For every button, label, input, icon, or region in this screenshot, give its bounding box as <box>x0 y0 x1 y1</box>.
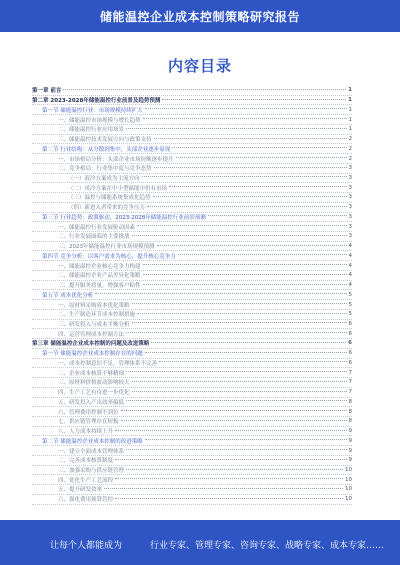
toc-leader-dots <box>151 342 346 343</box>
toc-leader-dots <box>137 225 346 226</box>
toc-entry[interactable] <box>32 154 352 164</box>
toc-entry-text: （一）液冷方案成为主流方向 <box>68 175 140 182</box>
toc-page-number: 5 <box>348 311 352 318</box>
toc-entry-text: 八、人力成本持续上升 <box>58 429 114 436</box>
toc-entry-text: 一、储能温控企业核心竞争力构建 <box>58 263 141 270</box>
toc-leader-dots <box>145 439 347 440</box>
toc-leader-dots <box>132 391 347 392</box>
toc-entry[interactable] <box>32 281 352 291</box>
toc-entry[interactable] <box>32 456 352 466</box>
toc-entry-text: 三、储能温控技术发展方向与政策支持 <box>58 137 152 144</box>
toc-leader-dots <box>126 371 346 372</box>
toc-leader-dots <box>154 167 347 168</box>
toc-entry[interactable] <box>32 105 352 115</box>
toc-page-number: 5 <box>348 301 352 308</box>
toc-entry[interactable] <box>32 339 352 349</box>
toc-entry-text: 第三章 储能温控企业成本控制的问题及改进策略 <box>32 341 150 348</box>
toc-leader-dots <box>126 449 346 450</box>
toc-page-number: 3 <box>348 233 352 240</box>
toc-page-number: 4 <box>348 243 352 250</box>
toc-entry-text: 三、原材料价格波动影响较大 <box>58 380 130 387</box>
toc-entry[interactable] <box>32 242 352 252</box>
toc-entry[interactable] <box>32 183 352 193</box>
toc-entry[interactable] <box>32 485 352 495</box>
toc-leader-dots <box>132 235 347 236</box>
toc-leader-dots <box>154 138 347 139</box>
toc-leader-dots <box>147 206 346 207</box>
toc-entry-text: （二）风冷方案在中小型储能中仍有市场 <box>68 185 168 192</box>
toc-page-number: 8 <box>348 408 352 415</box>
toc-entry[interactable] <box>32 135 352 145</box>
toc-leader-dots <box>132 322 347 323</box>
toc-entry-text: 三、2023年储能温控行业市场规模预测 <box>58 244 155 251</box>
toc-page-number: 9 <box>348 437 352 444</box>
toc-page-number: 1 <box>348 106 352 113</box>
toc-entry-text: 第二节 储能温控企业成本控制的改进策略 <box>42 438 143 445</box>
toc-entry-text: 二、竞争格局：行业集中度与竞争态势 <box>58 166 152 173</box>
toc-entry-text: 第一章 前言 <box>32 88 62 95</box>
toc-leader-dots <box>143 264 347 265</box>
toc-entry[interactable] <box>32 466 352 476</box>
toc-entry-text: 二、生产制造环节成本控制措施 <box>58 312 136 319</box>
toc-leader-dots <box>143 118 347 119</box>
toc-entry[interactable] <box>32 407 352 417</box>
toc-page-number: 7 <box>348 379 352 386</box>
toc-entry-text: 一、成本控制意识不足，管理体系不完善 <box>58 360 158 367</box>
toc-page-number: 2 <box>348 155 352 162</box>
toc-page-number: 10 <box>345 486 352 493</box>
header-title: 储能温控企业成本控制策略研究报告 <box>99 10 300 24</box>
footer-tags: 行业专家、管理专家、咨询专家、战略专家、成本专家…… <box>150 541 385 551</box>
toc-leader-dots <box>159 361 346 362</box>
toc-entry-text: 六、管理费用控制不到位 <box>58 409 119 416</box>
toc-entry[interactable] <box>32 271 352 281</box>
toc-entry-text: 一、建立全面成本管理体系 <box>58 448 125 455</box>
toc-leader-dots <box>126 400 346 401</box>
toc-leader-dots <box>153 196 347 197</box>
toc-entry-text: 一、原材料采购成本优化策略 <box>58 302 130 309</box>
toc-entry[interactable] <box>32 329 352 339</box>
toc-entry-text: 第四节 竞争分析：以客户需求为核心，提升核心竞争力 <box>42 253 176 260</box>
toc-entry-text: 五、研发投入产出效率偏低 <box>58 399 125 406</box>
toc-entry[interactable] <box>32 144 352 154</box>
toc-leader-dots <box>137 313 346 314</box>
toc-entry[interactable] <box>32 193 352 203</box>
toc-page-number: 4 <box>348 252 352 259</box>
toc-page-number: 2 <box>348 136 352 143</box>
toc-entry[interactable] <box>32 125 352 135</box>
toc-entry[interactable] <box>32 174 352 184</box>
toc-page-number: 7 <box>348 389 352 396</box>
toc-entry-text: 六、强化费用预算管控 <box>58 497 114 504</box>
toc-page-number: 2 <box>348 145 352 152</box>
toc-entry-text: 第五节 成本优化分析 <box>42 292 94 299</box>
toc-page-number: 6 <box>348 340 352 347</box>
toc-entry[interactable] <box>32 359 352 369</box>
toc-entry[interactable] <box>32 222 352 232</box>
toc-leader-dots <box>142 176 347 177</box>
toc-entry[interactable] <box>32 398 352 408</box>
toc-page-number: 7 <box>348 369 352 376</box>
toc-entry[interactable] <box>32 251 352 261</box>
toc-leader-dots <box>178 254 347 255</box>
toc-page-number: 6 <box>348 359 352 366</box>
toc-entry[interactable] <box>32 261 352 271</box>
toc-page-number: 4 <box>348 282 352 289</box>
toc-page-number: 5 <box>348 291 352 298</box>
toc-entry[interactable] <box>32 495 352 505</box>
toc-entry[interactable] <box>32 96 352 106</box>
toc-entry[interactable] <box>32 320 352 330</box>
toc-entry-text: 三、加强采购与供应链管理 <box>58 468 125 474</box>
toc-entry[interactable] <box>32 446 352 456</box>
toc-page-number: 9 <box>348 428 352 435</box>
footer-slogan: 让每个人都能成为 <box>50 541 123 551</box>
toc-entry[interactable] <box>32 388 352 398</box>
toc-leader-dots <box>121 410 347 411</box>
toc-page-number: 9 <box>348 447 352 454</box>
toc-entry[interactable] <box>32 417 352 427</box>
toc-entry[interactable] <box>32 427 352 437</box>
toc-page-number: 3 <box>348 174 352 181</box>
toc-page-number: 1 <box>348 97 352 104</box>
toc-entry-text: 第一节 储能温控行业：市场规模持续扩大 <box>42 107 143 114</box>
toc-leader-dots <box>132 381 347 382</box>
toc-page-number: 4 <box>348 262 352 269</box>
toc-leader-dots <box>126 332 346 333</box>
toc-leader-dots <box>115 498 343 499</box>
toc-entry[interactable] <box>32 115 352 125</box>
toc-leader-dots <box>162 99 346 100</box>
toc-entry[interactable] <box>32 86 352 96</box>
toc-entry[interactable] <box>32 164 352 174</box>
toc-page-number: 1 <box>348 87 352 94</box>
toc-entry-text: 二、企业成本核算不够精细 <box>58 370 125 377</box>
toc-entry[interactable] <box>32 378 352 388</box>
toc-leader-dots <box>121 420 347 421</box>
toc-entry-text: 第二章 2023-2028年储能温控行业前景及趋势预测 <box>32 98 161 105</box>
toc-entry-text: 四、生产工艺有待进一步优化 <box>58 390 130 397</box>
toc-entry[interactable] <box>32 349 352 359</box>
toc-leader-dots <box>143 274 347 275</box>
toc-page-number: 1 <box>348 126 352 133</box>
toc-entry-text: 一、市场格局分析：头部企业市场份额逐步提升 <box>58 156 174 163</box>
toc-entry-text: 四、优化生产工艺流程 <box>58 477 114 484</box>
toc-entry-text: 五、提升研发效率 <box>58 487 103 494</box>
toc-entry-text: 第二节 行业结构：从分散到集中，头部企业逐步显现 <box>42 146 171 153</box>
toc-entry[interactable] <box>32 213 352 223</box>
toc-page-number: 3 <box>348 194 352 201</box>
toc-leader-dots <box>157 245 347 246</box>
toc-entry[interactable] <box>32 475 352 485</box>
toc-leader-dots <box>145 352 347 353</box>
toc-entry-text: 二、储能温控企业产品差异化策略 <box>58 273 141 280</box>
toc-entry[interactable] <box>32 232 352 242</box>
toc-page-number: 3 <box>348 165 352 172</box>
toc-leader-dots <box>104 488 343 489</box>
toc-page-number: 10 <box>345 496 352 503</box>
page-title: 内容目录 <box>167 57 232 75</box>
toc-entry-text: 二、完善成本核算制度 <box>58 458 114 465</box>
toc-entry[interactable] <box>32 310 352 320</box>
toc-leader-dots <box>143 284 347 285</box>
toc-entry[interactable] <box>32 300 352 310</box>
toc-page-number: 4 <box>348 272 352 279</box>
toc-page-number: 6 <box>348 320 352 327</box>
toc-entry-text: 一、储能温控市场规模与增长趋势 <box>58 117 141 124</box>
toc-entry-text: 七、供应链管理存在短板 <box>58 419 119 426</box>
toc-page-number: 6 <box>348 350 352 357</box>
toc-leader-dots <box>95 293 346 294</box>
toc-leader-dots <box>172 147 346 148</box>
toc-page-number: 8 <box>348 398 352 405</box>
toc-entry[interactable] <box>32 203 352 213</box>
toc-page-number: 6 <box>348 330 352 337</box>
toc-leader-dots <box>145 108 347 109</box>
toc-leader-dots <box>115 478 343 479</box>
toc-page-number: 9 <box>348 457 352 464</box>
toc-leader-dots <box>132 303 347 304</box>
table-of-contents <box>32 86 352 505</box>
toc-leader-dots <box>126 469 343 470</box>
toc-entry-text: 四、运营管理成本控制方法 <box>58 331 125 338</box>
toc-entry[interactable] <box>32 368 352 378</box>
toc-entry-text: 一、储能温控行业发展驱动因素 <box>58 224 136 231</box>
toc-page-number: 10 <box>345 476 352 483</box>
toc-leader-dots <box>115 459 346 460</box>
toc-leader-dots <box>115 430 346 431</box>
toc-leader-dots <box>63 89 346 90</box>
toc-entry-text: 第三节 行业趋势：政策驱动，2023-2028年储能温控行业前景预测 <box>42 214 206 221</box>
toc-page-number: 10 <box>345 467 352 473</box>
toc-page-number: 3 <box>348 204 352 211</box>
toc-page-number: 3 <box>348 184 352 191</box>
toc-entry[interactable] <box>32 436 352 446</box>
toc-entry-text: （四）新进入者带来的竞争压力 <box>68 205 146 212</box>
toc-entry-text: 第一节 储能温控企业成本控制存在的问题 <box>42 351 143 358</box>
toc-entry[interactable] <box>32 290 352 300</box>
toc-page-number: 3 <box>348 213 352 220</box>
toc-leader-dots <box>169 186 346 187</box>
toc-page-number: 1 <box>348 116 352 123</box>
toc-leader-dots <box>176 157 347 158</box>
toc-entry-text: 三、提升服务质量，增强客户粘性 <box>58 283 141 290</box>
toc-leader-dots <box>126 128 346 129</box>
toc-page-number: 3 <box>348 223 352 230</box>
toc-page-number: 8 <box>348 418 352 425</box>
toc-entry-text: （三）温控与储能系统集成化趋势 <box>68 195 151 202</box>
toc-entry-text: 三、研发投入与成本平衡分析 <box>58 321 130 328</box>
toc-leader-dots <box>208 215 347 216</box>
toc-entry-text: 二、储能温控行业应用场景 <box>58 127 125 134</box>
toc-entry-text: 二、行业发展面临的主要挑战 <box>58 234 130 241</box>
